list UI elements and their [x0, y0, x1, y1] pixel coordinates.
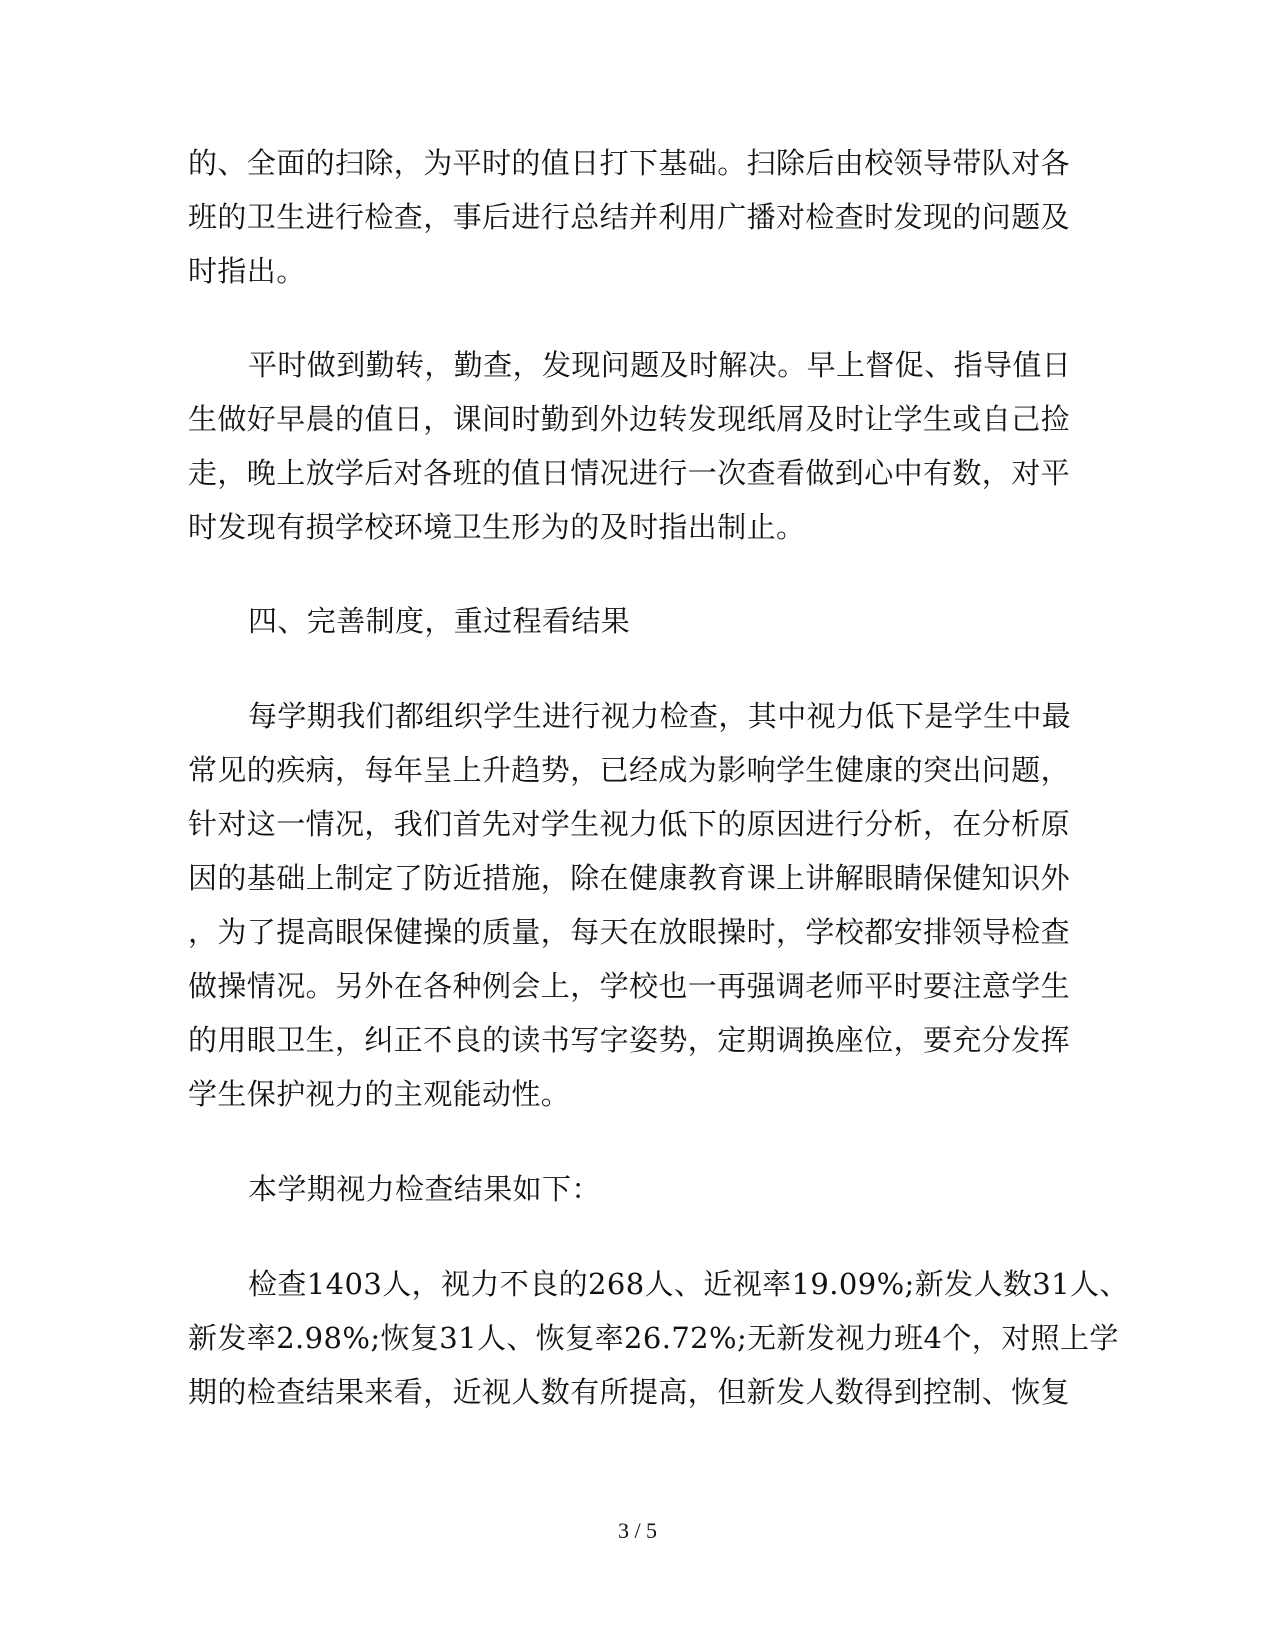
paragraph-4-line-1: 每学期我们都组织学生进行视力检查，其中视力低下是学生中最 — [248, 699, 1072, 733]
paragraph-6-line-1: 检查1403人，视力不良的268人、近视率19.09%;新发人数31人、 — [248, 1267, 1129, 1301]
section-heading: 四、完善制度，重过程看结果 — [248, 604, 631, 638]
paragraph-1-line-2: 班的卫生进行检查，事后进行总结并利用广播对检查时发现的问题及 — [188, 200, 1071, 234]
paragraph-6-line-3: 期的检查结果来看，近视人数有所提高，但新发人数得到控制、恢复 — [188, 1375, 1071, 1409]
paragraph-4-line-3: 针对这一情况，我们首先对学生视力低下的原因进行分析，在分析原 — [188, 807, 1071, 841]
paragraph-1-line-1: 的、全面的扫除，为平时的值日打下基础。扫除后由校领导带队对各 — [188, 146, 1071, 180]
paragraph-5-line-1: 本学期视力检查结果如下： — [248, 1172, 601, 1206]
paragraph-2-line-1: 平时做到勤转，勤查，发现问题及时解决。早上督促、指导值日 — [248, 348, 1072, 382]
paragraph-1-line-3: 时指出。 — [188, 254, 306, 288]
paragraph-4-line-4: 因的基础上制定了防近措施，除在健康教育课上讲解眼睛保健知识外 — [188, 861, 1071, 895]
paragraph-4-line-8: 学生保护视力的主观能动性。 — [188, 1077, 571, 1111]
paragraph-4-line-2: 常见的疾病，每年呈上升趋势，已经成为影响学生健康的突出问题， — [188, 753, 1071, 787]
page-number: 3 / 5 — [617, 1518, 658, 1543]
paragraph-2-line-4: 时发现有损学校环境卫生形为的及时指出制止。 — [188, 510, 806, 544]
paragraph-4-line-5: ，为了提高眼保健操的质量，每天在放眼操时，学校都安排领导检查 — [188, 915, 1071, 949]
paragraph-4-line-6: 做操情况。另外在各种例会上，学校也一再强调老师平时要注意学生 — [188, 969, 1071, 1003]
paragraph-4-line-7: 的用眼卫生，纠正不良的读书写字姿势，定期调换座位，要充分发挥 — [188, 1023, 1071, 1057]
paragraph-2-line-2: 生做好早晨的值日，课间时勤到外边转发现纸屑及时让学生或自己捡 — [188, 402, 1071, 436]
paragraph-6-line-2: 新发率2.98%;恢复31人、恢复率26.72%;无新发视力班4个，对照上学 — [188, 1321, 1119, 1355]
paragraph-2-line-3: 走，晚上放学后对各班的值日情况进行一次查看做到心中有数，对平 — [188, 456, 1071, 490]
